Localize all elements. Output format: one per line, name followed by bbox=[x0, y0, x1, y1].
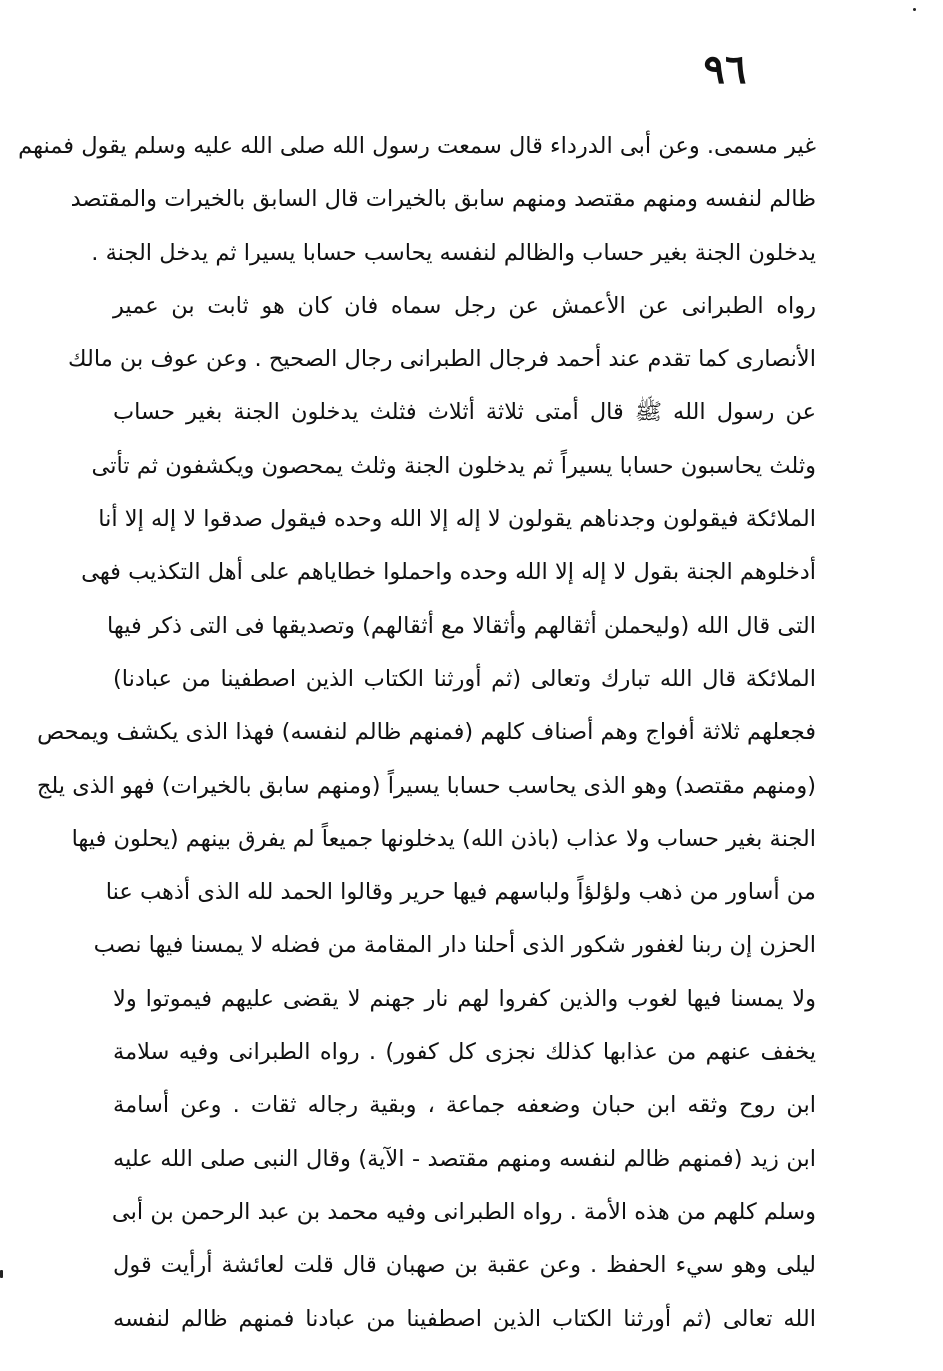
page-text-body bbox=[18, 120, 816, 1346]
text-line: الجنة بغير حساب ولا عذاب (باذن الله) يدخلونها جميعاً لم يفرق بينهم (يحلون فيها bbox=[71, 825, 816, 852]
text-line: وسلم كلهم من هذه الأمة . رواه الطبرانى وفيه محمد بن عبد الرحمن بن أبى bbox=[111, 1198, 816, 1225]
text-line: أدخلوهم الجنة بقول لا إله إلا الله وحده واحملوا خطاياهم على أهل التكذيب فهى bbox=[81, 559, 816, 586]
text-line: يخفف عنهم من عذابها كذلك نجزى كل كفور) . رواه الطبرانى وفيه سلامة bbox=[113, 1039, 816, 1066]
text-line: ولا يمسنا فيها لغوب والذين كفروا لهم نار جهنم لا يقضى عليهم فيموتوا ولا bbox=[113, 985, 816, 1012]
text-line: عن رسول الله ﷺ قال أمتى ثلاثة أثلاث فثلث يدخلون الجنة بغير حساب bbox=[113, 399, 816, 426]
text-line: غير مسمى. وعن أبى الدرداء قال سمعت رسول الله صلى الله عليه وسلم يقول فمنهم bbox=[18, 133, 816, 159]
text-line: وثلث يحاسبون حسابا يسيراً ثم يدخلون الجنة وثلث يمحصون ويكشفون ثم تأتى bbox=[91, 452, 816, 479]
page-number: ٩٦ bbox=[703, 46, 747, 93]
text-line: من أساور من ذهب ولؤلؤاً ولباسهم فيها حرير وقالوا الحمد لله الذى أذهب عنا bbox=[105, 879, 816, 906]
text-line: رواه الطبرانى عن الأعمش عن رجل سماه فان كان هو ثابت بن عمير bbox=[113, 292, 816, 319]
text-line: (ومنهم مقتصد) وهو الذى يحاسب حسابا يسيراً (ومنهم سابق بالخيرات) فهو الذى يلج bbox=[36, 772, 816, 799]
text-line: فجعلهم ثلاثة أفواج وهم أصناف كلهم (فمنهم ظالم لنفسه) فهذا الذى يكشف ويمحص bbox=[37, 719, 816, 746]
text-line: ابن زيد (فمنهم ظالم لنفسه ومنهم مقتصد - الآية) وقال النبى صلى الله عليه bbox=[113, 1145, 816, 1172]
scan-speck bbox=[913, 8, 916, 11]
text-line: الله تعالى (ثم أورثنا الكتاب الذين اصطفينا من عبادنا فمنهم ظالم لنفسه bbox=[113, 1305, 816, 1332]
scan-speck bbox=[0, 1270, 3, 1278]
text-line: الأنصارى كما تقدم عند أحمد فرجال الطبرانى رجال الصحيح . وعن عوف بن مالك bbox=[68, 346, 816, 373]
text-line: الملائكة قال الله تبارك وتعالى (ثم أورثنا الكتاب الذين اصطفينا من عبادنا) bbox=[113, 665, 816, 692]
text-line: التى قال الله (وليحملن أثقالهم وأثقالا مع أثقالهم) وتصديقها فى التى ذكر فيها bbox=[106, 612, 816, 639]
text-line: ليلى وهو سيء الحفظ . وعن عقبة بن صهبان قال قلت لعائشة أرأيت قول bbox=[113, 1252, 816, 1279]
text-line: الملائكة فيقولون وجدناهم يقولون لا إله إلا الله وحده فيقول صدقوا لا إله إلا أنا bbox=[98, 506, 816, 533]
text-line: ابن روح وثقه ابن حبان وضعفه جماعة ، وبقية رجاله ثقات . وعن أسامة bbox=[113, 1092, 816, 1119]
text-line: ظالم لنفسه ومنهم مقتصد ومنهم سابق بالخيرات قال السابق بالخيرات والمقتصد bbox=[70, 186, 816, 213]
text-line: يدخلون الجنة بغير حساب والظالم لنفسه يحاسب حسابا يسيرا ثم يدخل الجنة . bbox=[91, 239, 816, 266]
text-line: الحزن إن ربنا لغفور شكور الذى أحلنا دار المقامة من فضله لا يمسنا فيها نصب bbox=[93, 932, 816, 959]
